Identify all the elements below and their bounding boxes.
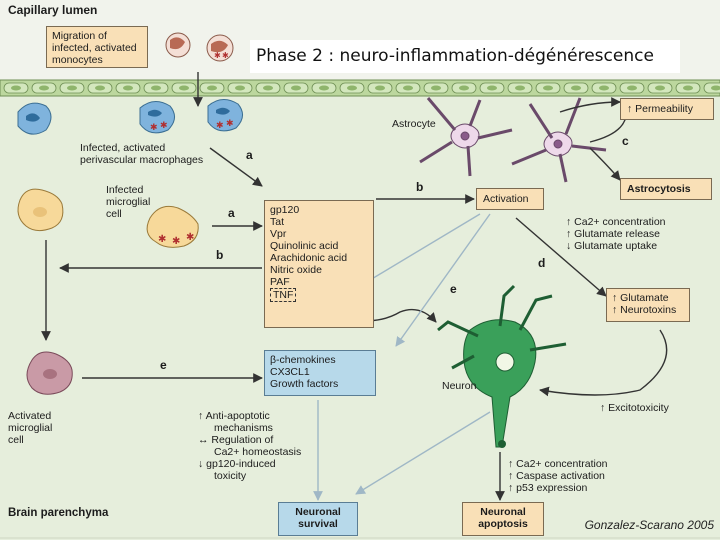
endothelial-nucleus <box>487 86 497 91</box>
pathway-letter: b <box>416 180 424 194</box>
endothelial-nucleus <box>459 86 469 91</box>
migration-line: Migration of <box>52 30 107 42</box>
activated-microglia-line: cell <box>8 434 24 446</box>
endothelial-nucleus <box>403 86 413 91</box>
astrocyte-effect: ↑ Glutamate release <box>566 228 660 240</box>
chemokine-item: CX3CL1 <box>270 366 310 378</box>
factor-item: Quinolinic acid <box>270 240 339 252</box>
svg-text:✱: ✱ <box>222 51 229 60</box>
brain-parenchyma-label: Brain parenchyma <box>8 507 109 519</box>
factor-item: gp120 <box>270 204 300 216</box>
macrophages-line: perivascular macrophages <box>80 154 204 166</box>
endothelial-nucleus <box>123 86 133 91</box>
endothelial-nucleus <box>515 86 525 91</box>
source-credit: Gonzalez-Scarano 2005 <box>584 518 714 532</box>
endothelial-nucleus <box>627 86 637 91</box>
infected-microglia-label <box>106 184 150 220</box>
endothelial-nucleus <box>95 86 105 91</box>
svg-text:✱: ✱ <box>226 118 234 128</box>
glutamate-line: ↑ Neurotoxins <box>612 304 677 316</box>
anti-apoptotic-line: ↑ Anti-apoptotic <box>198 410 270 422</box>
anti-apoptotic-line: ↔ Regulation of <box>198 434 274 446</box>
svg-text:✱: ✱ <box>158 234 167 245</box>
astrocyte-effects <box>566 216 666 252</box>
endothelial-nucleus <box>683 86 693 91</box>
factor-item: Vpr <box>270 228 287 240</box>
infected-microglia-line: cell <box>106 208 122 220</box>
vessel-wall <box>0 80 720 96</box>
astrocytosis-box: Astrocytosis <box>620 178 712 200</box>
pathway-letter: e <box>450 282 457 296</box>
phase-title: Phase 2 : neuro-inflammation-dégénérescence <box>250 40 680 73</box>
astrocyte-effect: ↑ Ca2+ concentration <box>566 216 666 228</box>
endothelial-nucleus <box>235 86 245 91</box>
endothelial-nucleus <box>179 86 189 91</box>
endothelial-nucleus <box>431 86 441 91</box>
svg-text:✱: ✱ <box>172 236 181 247</box>
pathway-letter: e <box>160 358 167 372</box>
factor-item: PAF <box>270 276 290 288</box>
apoptosis-line: apoptosis <box>478 518 528 530</box>
apoptosis-effects <box>508 458 608 494</box>
endothelial-nucleus <box>263 86 273 91</box>
activated-microglia-line: Activated <box>8 410 52 422</box>
anti-apoptotic-line: mechanisms <box>214 422 273 434</box>
factor-item: Tat <box>270 216 285 228</box>
neurotoxic-factors-box <box>264 200 374 328</box>
neuronal-survival-box <box>278 502 358 536</box>
endothelial-nucleus <box>655 86 665 91</box>
survival-line: Neuronal <box>295 506 341 518</box>
migration-line: monocytes <box>52 54 103 66</box>
survival-line: survival <box>298 518 338 530</box>
pathway-letter: a <box>246 148 253 162</box>
svg-text:✱: ✱ <box>186 232 195 243</box>
neuron-label: Neuron <box>442 380 477 392</box>
monocyte-icon <box>166 33 190 57</box>
factor-item-tnf: TNF <box>270 288 296 302</box>
activation-box: Activation <box>476 188 544 210</box>
pathway-letter: d <box>538 256 546 270</box>
factor-item: Arachidonic acid <box>270 252 348 264</box>
anti-apoptotic-line: Ca2+ homeostasis <box>214 446 302 458</box>
endothelial-nucleus <box>571 86 581 91</box>
infected-monocyte-icon <box>207 35 233 61</box>
chemokines-box <box>264 350 376 396</box>
endothelial-nucleus <box>291 86 301 91</box>
activated-microglia-line: microglial <box>8 422 53 434</box>
permeability-box: ↑ Permeability <box>620 98 714 120</box>
pathway-letter: b <box>216 248 224 262</box>
pathway-letter: c <box>622 134 629 148</box>
endothelial-nucleus <box>319 86 329 91</box>
infected-macrophage-icon-2 <box>208 99 243 130</box>
chemokine-item: Growth factors <box>270 378 339 390</box>
anti-apoptotic-line: toxicity <box>214 470 247 482</box>
perivascular-macrophage-icon <box>18 103 51 134</box>
infected-macrophage-icon-1 <box>140 101 175 132</box>
migration-box <box>46 26 148 68</box>
capillary-lumen-label: Capillary lumen <box>8 3 98 17</box>
endothelial-nucleus <box>347 86 357 91</box>
anti-apoptotic-line: ↓ gp120-induced <box>198 458 276 470</box>
factor-item: Nitric oxide <box>270 264 322 276</box>
glutamate-line: ↑ Glutamate <box>612 292 669 304</box>
apoptosis-effect: ↑ Ca2+ concentration <box>508 458 608 470</box>
endothelial-nucleus <box>543 86 553 91</box>
migration-line: infected, activated <box>52 42 137 54</box>
endothelial-nucleus <box>67 86 77 91</box>
astrocyte-label: Astrocyte <box>392 118 436 130</box>
svg-text:✱: ✱ <box>160 120 168 130</box>
glutamate-box <box>606 288 690 322</box>
endothelial-nucleus <box>207 86 217 91</box>
endothelial-nucleus <box>599 86 609 91</box>
apoptosis-effect: ↑ Caspase activation <box>508 470 605 482</box>
infected-microglia-line: microglial <box>106 196 151 208</box>
apoptosis-effect: ↑ p53 expression <box>508 482 588 494</box>
svg-text:✱: ✱ <box>214 51 221 60</box>
pathway-letter: a <box>228 206 235 220</box>
astrocyte-effect: ↓ Glutamate uptake <box>566 240 658 252</box>
endothelial-nucleus <box>375 86 385 91</box>
infected-microglia-line: Infected <box>106 184 144 196</box>
endothelial-nucleus <box>11 86 21 91</box>
endothelial-nucleus <box>151 86 161 91</box>
neuronal-apoptosis-box <box>462 502 544 536</box>
svg-text:✱: ✱ <box>150 122 158 132</box>
apoptosis-line: Neuronal <box>480 506 526 518</box>
endothelial-nucleus <box>39 86 49 91</box>
activated-microglia-label <box>8 410 52 446</box>
excitotoxicity-label: ↑ Excitotoxicity <box>600 402 669 414</box>
macrophages-label <box>80 142 203 166</box>
anti-apoptotic-list <box>198 410 301 482</box>
macrophages-line: Infected, activated <box>80 142 166 154</box>
chemokine-item: β-chemokines <box>270 354 336 366</box>
svg-text:✱: ✱ <box>216 120 224 130</box>
